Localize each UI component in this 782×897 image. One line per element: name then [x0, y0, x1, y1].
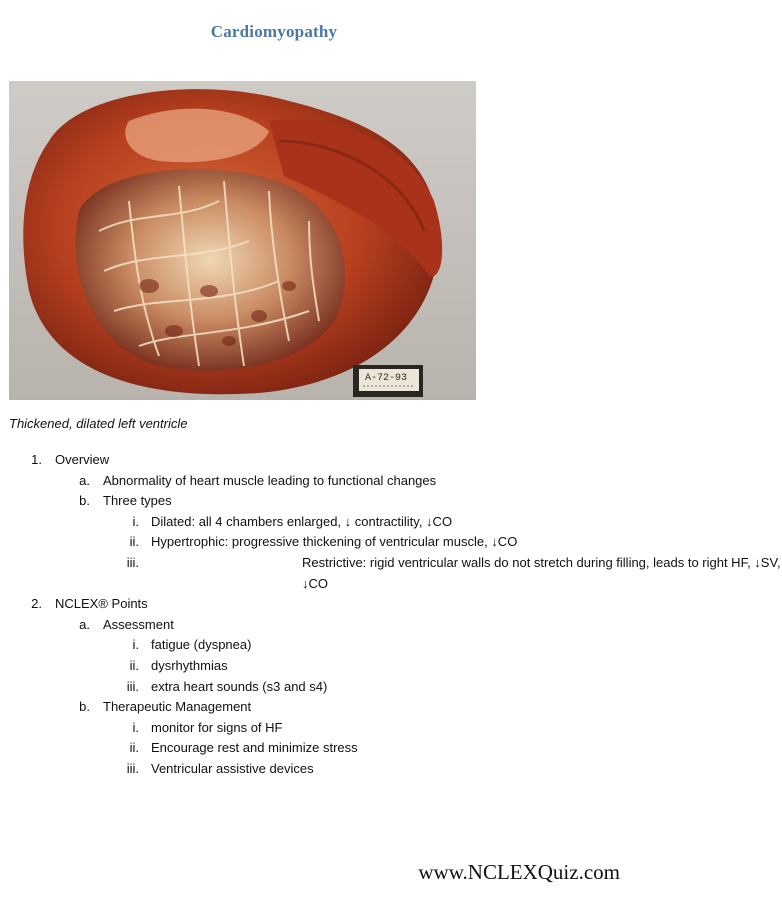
list-text: Abnormality of heart muscle leading to functional changes: [103, 472, 437, 488]
list-item: [0, 677, 640, 698]
list-item: [0, 738, 640, 759]
list-text: Hypertrophic: progressive thickening of ventricular muscle, ↓CO: [151, 534, 518, 550]
list-item: [0, 512, 640, 533]
list-text: Assessment: [103, 616, 174, 632]
list-item: [0, 759, 640, 780]
page-title: Cardiomyopathy: [210, 22, 338, 41]
heart-specimen-photo: [9, 81, 476, 400]
list-text: Restrictive: rigid ventricular walls do not stretch during filling, leads to right HF, ↓SV, ↓CO: [302, 554, 781, 591]
list-number: iii.: [126, 760, 139, 776]
list-text: Dilated: all 4 chambers enlarged, ↓ contractility, ↓CO: [151, 513, 453, 529]
list-number: ii.: [129, 657, 139, 673]
list-item: [0, 594, 640, 615]
list-item: [0, 697, 640, 718]
photo-caption: Thickened, dilated left ventricle: [9, 416, 188, 431]
list-text: extra heart sounds (s3 and s4): [151, 678, 328, 694]
list-item: [0, 450, 640, 471]
list-text: NCLEX® Points: [55, 596, 148, 612]
list-text: fatigue (dyspnea): [151, 637, 252, 653]
list-text: Ventricular assistive devices: [151, 760, 314, 776]
list-text: Three types: [103, 493, 172, 509]
list-text: Therapeutic Management: [103, 699, 252, 715]
list-number: 2.: [31, 596, 42, 612]
list-item: [0, 471, 640, 492]
list-number: a.: [79, 472, 90, 488]
list-number: ii.: [129, 740, 139, 756]
list-number: a.: [79, 616, 90, 632]
footer-website: www.NCLEXQuiz.com: [418, 860, 620, 884]
list-item: [0, 635, 640, 656]
list-text: Overview: [55, 452, 110, 467]
list-item: [0, 656, 640, 677]
list-item: [0, 553, 781, 594]
specimen-label: A-72-93: [365, 373, 408, 384]
list-number: iii.: [126, 554, 139, 570]
list-item: [0, 615, 640, 636]
list-number: ii.: [129, 534, 139, 550]
list-text: dysrhythmias: [151, 657, 228, 673]
list-item: [0, 491, 640, 512]
list-number: iii.: [126, 678, 139, 694]
list-number: i.: [132, 637, 139, 653]
list-number: i.: [132, 719, 139, 735]
list-number: 1.: [31, 452, 42, 467]
outline-list: [0, 450, 781, 780]
list-number: b.: [79, 699, 90, 715]
list-text: Encourage rest and minimize stress: [151, 740, 358, 756]
list-item: [0, 718, 640, 739]
list-item: [0, 532, 640, 553]
list-number: i.: [132, 513, 139, 529]
list-text: monitor for signs of HF: [151, 719, 283, 735]
list-number: b.: [79, 493, 90, 509]
